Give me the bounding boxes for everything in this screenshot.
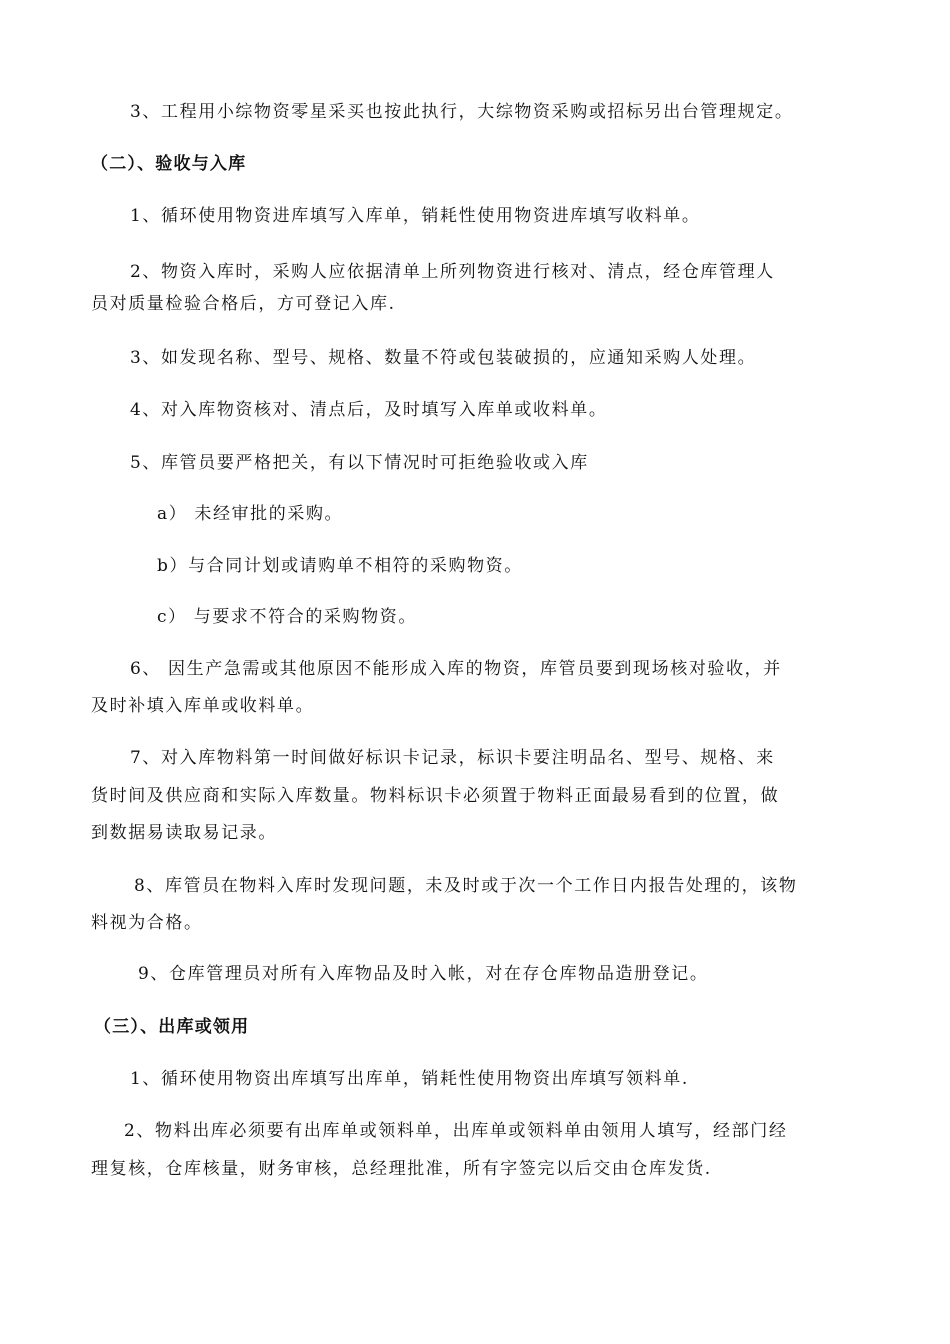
paragraph-line: 4、对入库物资核对、清点后，及时填写入库单或收料单。 <box>130 400 608 420</box>
list-item: b）与合同计划或请购单不相符的采购物资。 <box>157 556 523 576</box>
section-heading-receiving: （二）、验收与入库 <box>91 154 247 174</box>
list-item: a） 未经审批的采购。 <box>157 504 344 524</box>
paragraph-line: 5、库管员要严格把关，有以下情况时可拒绝验收或入库 <box>130 453 589 473</box>
paragraph-line: 理复核，仓库核量，财务审核，总经理批准，所有字签完以后交由仓库发货. <box>91 1159 712 1179</box>
paragraph-line: 料视为合格。 <box>91 913 203 933</box>
paragraph-line: 货时间及供应商和实际入库数量。物料标识卡必须置于物料正面最易看到的位置，做 <box>91 786 780 806</box>
paragraph-line: 3、如发现名称、型号、规格、数量不符或包装破损的，应通知采购人处理。 <box>130 348 757 368</box>
paragraph-line: 2、物料出库必须要有出库单或领料单，出库单或领料单由领用人填写，经部门经 <box>124 1121 788 1141</box>
paragraph-line: 1、循环使用物资出库填写出库单，销耗性使用物资出库填写领料单. <box>130 1069 689 1089</box>
paragraph-line: 3、工程用小综物资零星采买也按此执行，大综物资采购或招标另出台管理规定。 <box>130 102 794 122</box>
section-heading-outbound: （三）、出库或领用 <box>94 1017 250 1037</box>
list-item: c） 与要求不符合的采购物资。 <box>157 607 417 627</box>
paragraph-line: 8、库管员在物料入库时发现问题，未及时或于次一个工作日内报告处理的，该物 <box>134 876 798 896</box>
paragraph-line: 到数据易读取易记录。 <box>91 823 277 843</box>
paragraph-line: 2、物资入库时，采购人应依据清单上所列物资进行核对、清点，经仓库管理人 <box>130 262 775 282</box>
paragraph-line: 及时补填入库单或收料单。 <box>91 696 315 716</box>
paragraph-line: 1、循环使用物资进库填写入库单，销耗性使用物资进库填写收料单。 <box>130 206 701 226</box>
paragraph-line: 6、 因生产急需或其他原因不能形成入库的物资，库管员要到现场核对验收，并 <box>130 659 782 679</box>
paragraph-line: 员对质量检验合格后，方可登记入库. <box>91 294 396 314</box>
paragraph-line: 9、仓库管理员对所有入库物品及时入帐，对在存仓库物品造册登记。 <box>138 964 709 984</box>
paragraph-line: 7、对入库物料第一时间做好标识卡记录，标识卡要注明品名、型号、规格、来 <box>130 748 775 768</box>
